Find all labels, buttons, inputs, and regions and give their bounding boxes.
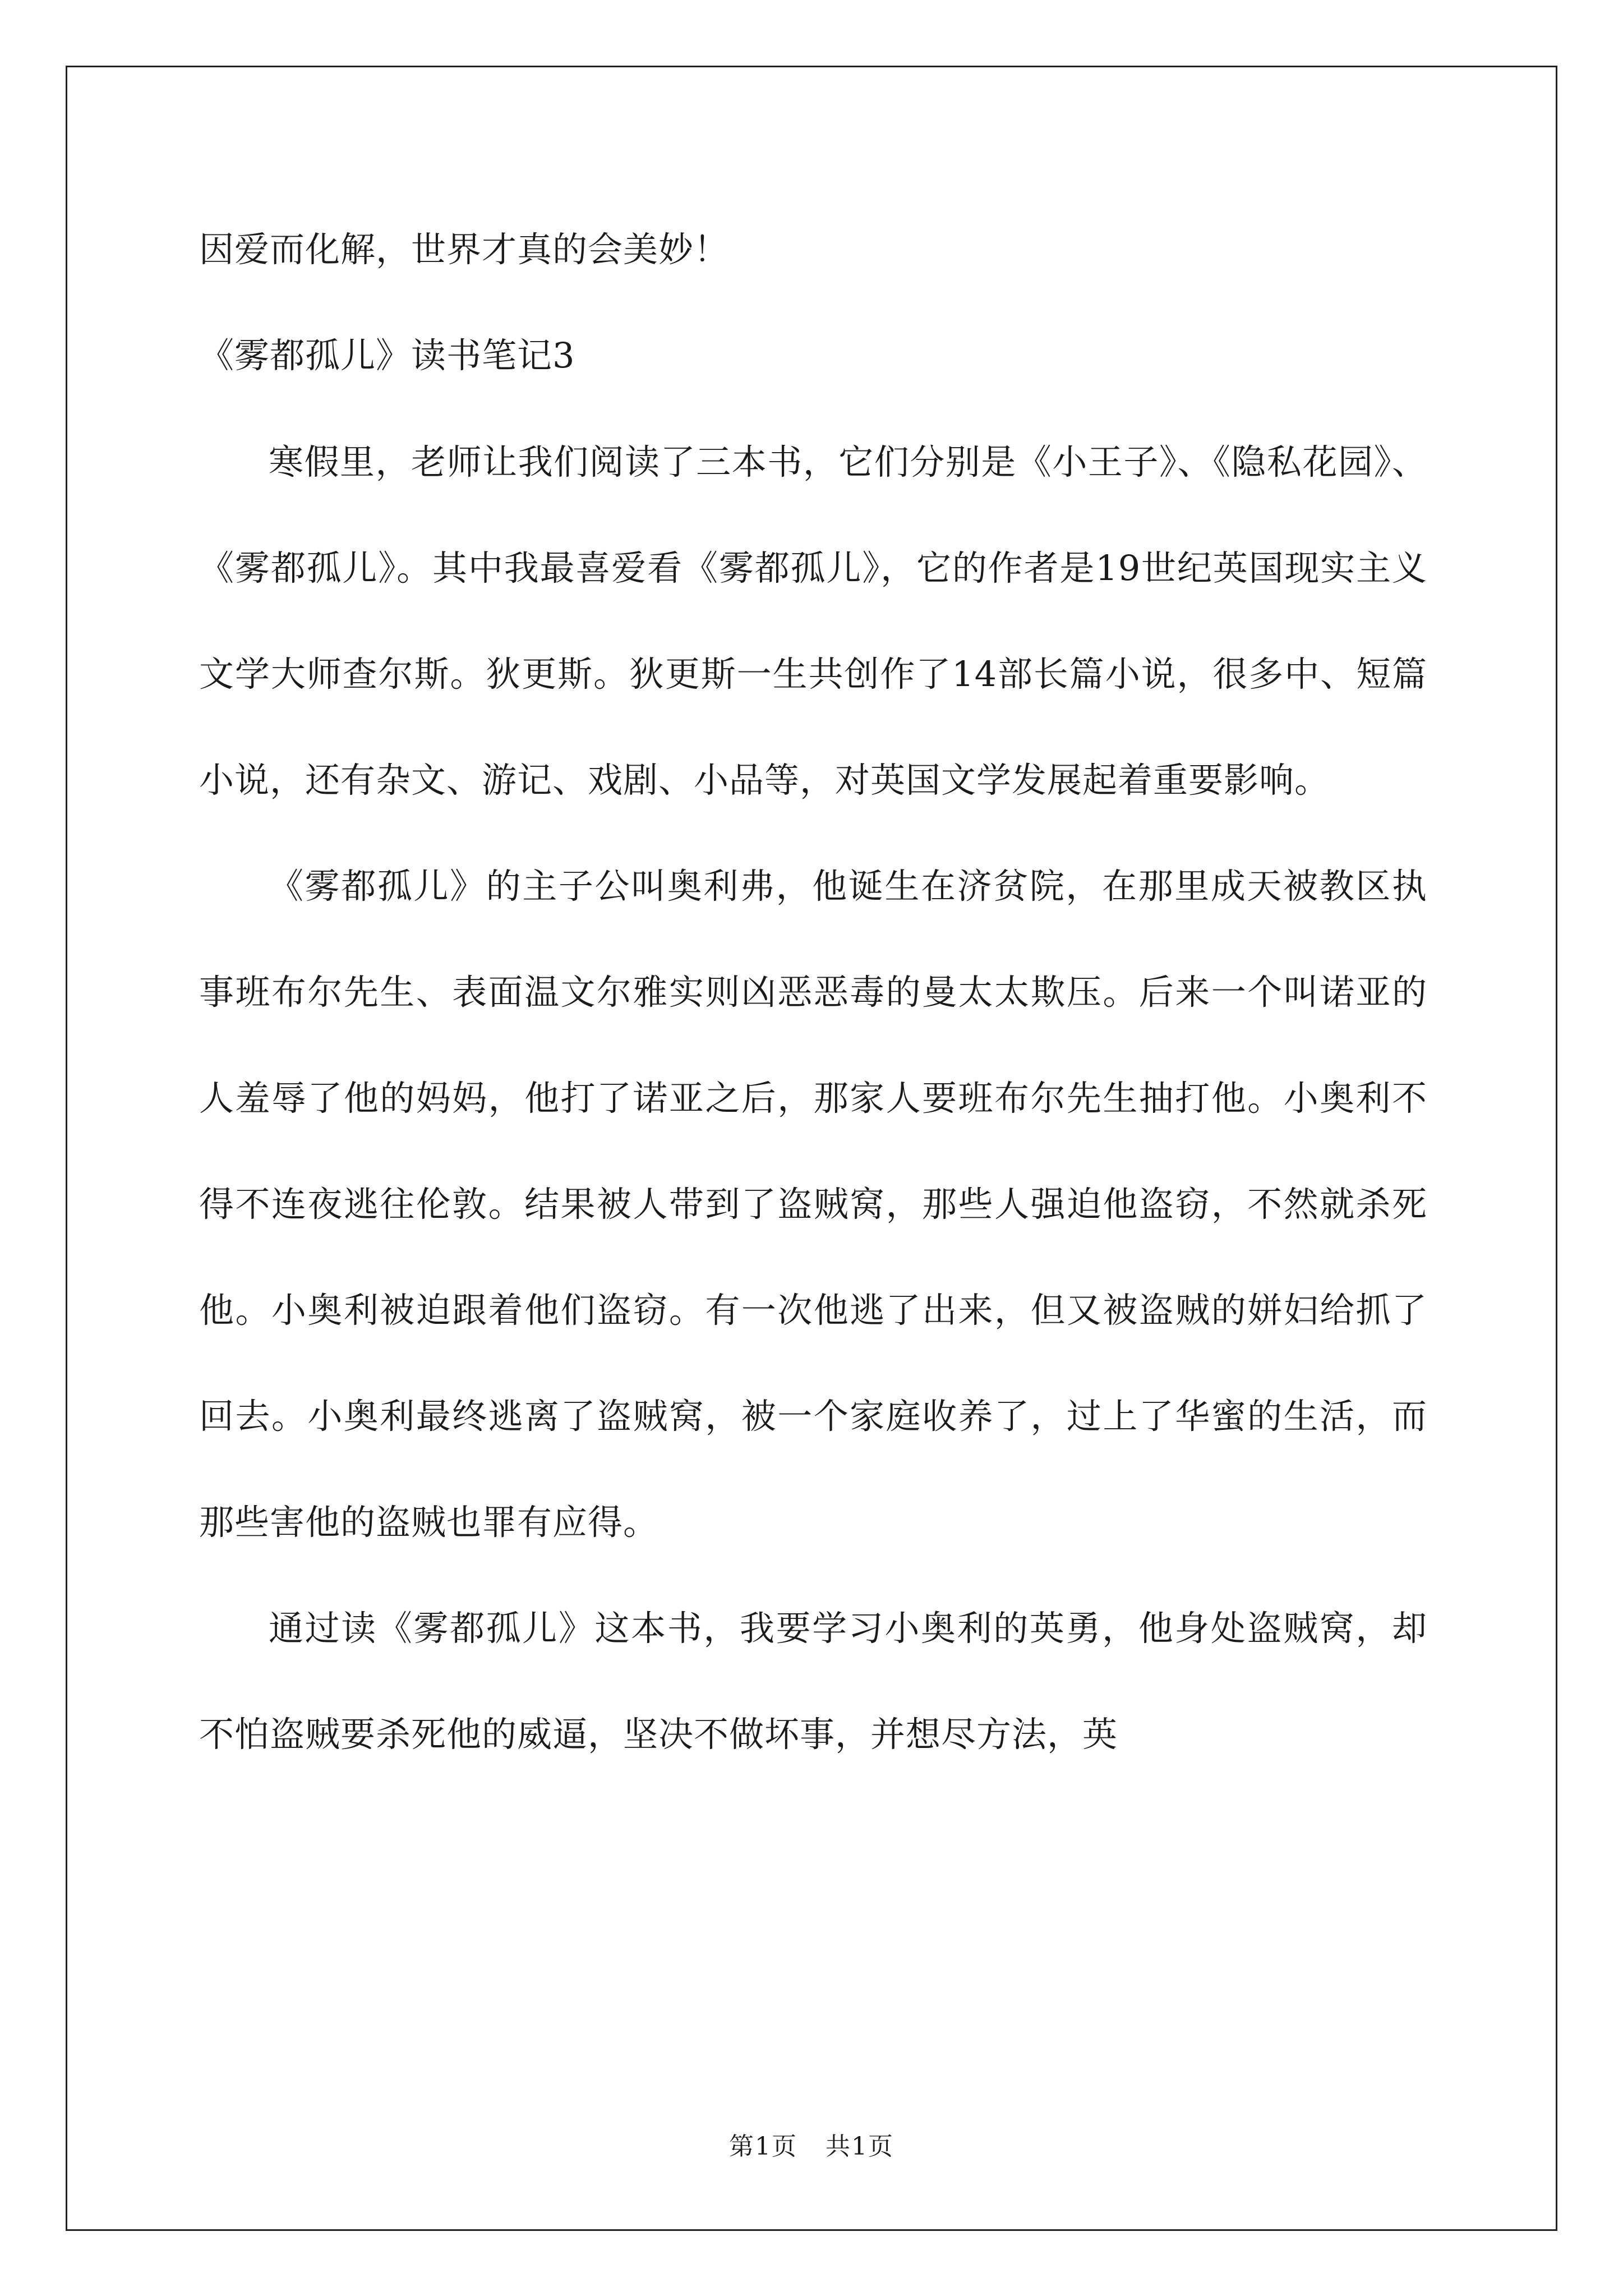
- paragraph-1: 寒假里，老师让我们阅读了三本书，它们分别是《小王子》、《隐私花园》、《雾都孤儿》。其中我最喜爱看《雾都孤儿》，它的作者是19世纪英国现实主义文学大师查尔斯。狄更斯。狄更斯一生共创作了14部长篇小说，很多中、短篇小说，还有杂文、游记、戏剧、小品等，对英国文学发展起着重要影响。: [199, 441, 1427, 800]
- page-number: 第1页: [729, 2132, 797, 2161]
- document-body: [199, 213, 1427, 1787]
- page-footer: [0, 2126, 1623, 2162]
- section-title: 《雾都孤儿》读书笔记3: [199, 335, 575, 376]
- continuation-line: 因爱而化解，世界才真的会美妙！: [199, 229, 730, 270]
- paragraph-3: 通过读《雾都孤儿》这本书，我要学习小奥利的英勇，他身处盗贼窝，却不怕盗贼要杀死他的威逼，坚决不做坏事，并想尽方法，英: [199, 1608, 1427, 1755]
- paragraph-2: 《雾都孤儿》的主子公叫奥利弗，他诞生在济贫院，在那里成天被教区执事班布尔先生、表面温文尔雅实则凶恶恶毒的曼太太欺压。后来一个叫诺亚的人羞辱了他的妈妈，他打了诺亚之后，那家人要班布尔先生抽打他。小奥利不得不连夜逃往伦敦。结果被人带到了盗贼窝，那些人强迫他盗窃，不然就杀死他。小奥利被迫跟着他们盗窃。有一次他逃了出来，但又被盗贼的姘妇给抓了回去。小奥利最终逃离了盗贼窝，被一个家庭收养了，过上了华蜜的生活，而那些害他的盗贼也罪有应得。: [199, 866, 1427, 1543]
- page-total: 共1页: [826, 2132, 894, 2161]
